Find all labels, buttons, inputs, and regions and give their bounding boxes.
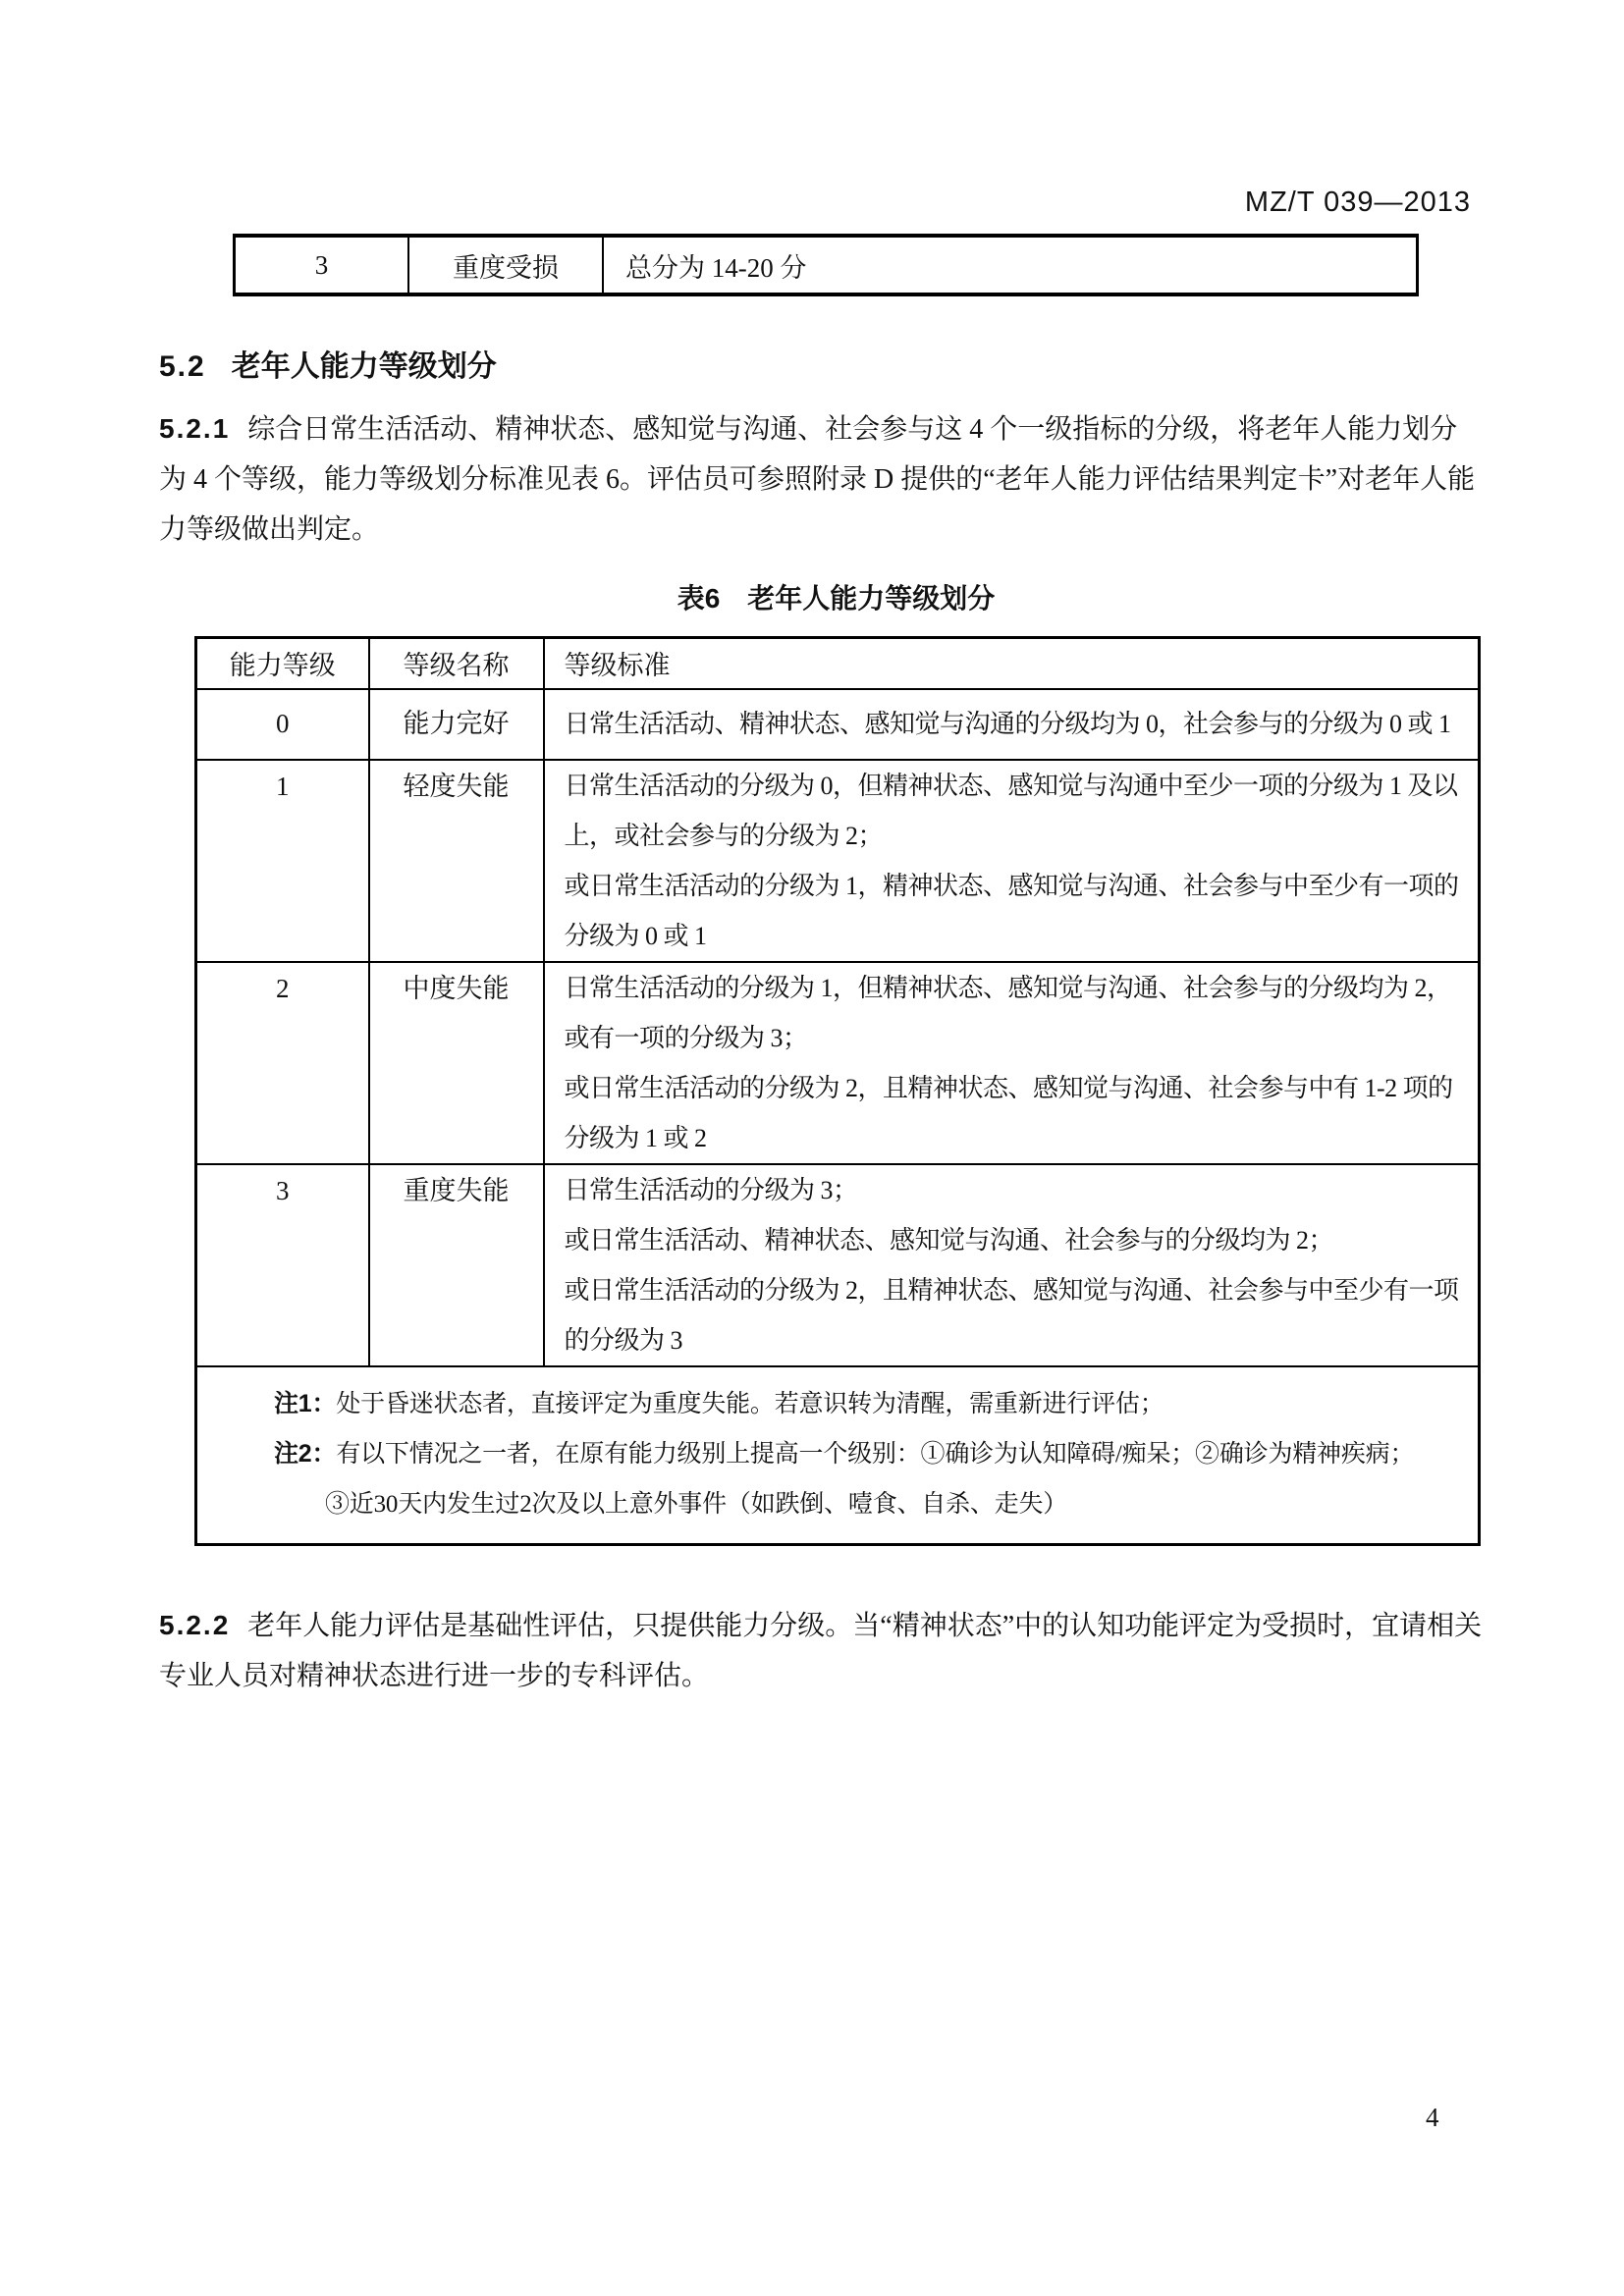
grade-name-cell: 重度失能	[369, 1164, 544, 1366]
criteria-cell	[544, 689, 1480, 760]
criteria-paragraph: 或日常生活活动的分级为 2，且精神状态、感知觉与沟通、社会参与中有 1-2 项的分级为 1 或 2	[564, 1073, 1453, 1152]
clause-5-2-2	[159, 1600, 1483, 1701]
criteria-paragraph: 或日常生活活动、精神状态、感知觉与沟通、社会参与的分级均为 2；	[564, 1225, 1334, 1255]
top-table-criteria-cell: 总分为 14-20 分	[602, 238, 1416, 293]
criteria-cell	[544, 962, 1480, 1164]
criteria-paragraph: 或日常生活活动的分级为 1，精神状态、感知觉与沟通、社会参与中至少有一项的分级为 0 或 1	[564, 871, 1459, 950]
table-row-grade-2	[196, 962, 1480, 1164]
table6-header-row	[196, 638, 1480, 689]
note-1-text: 处于昏迷状态者，直接评定为重度失能。若意识转为清醒，需重新进行评估；	[336, 1390, 1164, 1417]
note-2-continuation-text: ③近30天内发生过2次及以上意外事件（如跌倒、噎食、自杀、走失）	[325, 1490, 1068, 1518]
section-title: 老年人能力等级划分	[231, 350, 497, 383]
grade-name-cell: 轻度失能	[369, 760, 544, 962]
grade-name-cell: 中度失能	[369, 962, 544, 1164]
clause-5-2-2-text: 老年人能力评估是基础性评估，只提供能力分级。当“精神状态”中的认知功能评定为受损时，宜请相关专业人员对精神状态进行进一步的专科评估。	[159, 1611, 1483, 1691]
previous-table-last-row	[233, 234, 1419, 296]
grade-cell: 0	[196, 689, 369, 760]
note-2-label: 注2：	[274, 1439, 337, 1468]
top-table-name-cell: 重度受损	[407, 238, 602, 293]
table6-header-criteria: 等级标准	[544, 638, 1480, 689]
section-number: 5.2	[159, 350, 206, 383]
table6-header-grade: 能力等级	[196, 638, 369, 689]
clause-5-2-1-number: 5.2.1	[159, 413, 231, 444]
note-1	[274, 1379, 1462, 1429]
grade-cell: 2	[196, 962, 369, 1164]
clause-5-2-2-number: 5.2.2	[159, 1610, 231, 1640]
table-row-grade-1	[196, 760, 1480, 962]
grade-cell: 3	[196, 1164, 369, 1366]
table6-caption	[194, 577, 1478, 616]
notes-cell	[196, 1366, 1480, 1545]
criteria-cell	[544, 760, 1480, 962]
note-2	[274, 1429, 1462, 1479]
page-number: 4	[1426, 2103, 1439, 2132]
table6-header-name: 等级名称	[369, 638, 544, 689]
section-heading-5-2	[159, 342, 497, 385]
criteria-cell	[544, 1164, 1480, 1366]
table6-caption-number: 表6	[677, 583, 721, 614]
criteria-paragraph: 日常生活活动的分级为 0，但精神状态、感知觉与沟通中至少一项的分级为 1 及以上，或社会参与的分级为 2；	[564, 771, 1458, 850]
criteria-paragraph: 或日常生活活动的分级为 2，且精神状态、感知觉与沟通、社会参与中至少有一项的分级为 3	[564, 1275, 1459, 1355]
criteria-paragraph: 日常生活活动的分级为 3；	[564, 1175, 858, 1204]
table6-notes-row	[196, 1366, 1480, 1545]
top-table-grade-cell: 3	[314, 249, 329, 280]
note-2-continuation	[325, 1479, 1462, 1529]
table-row-grade-0	[196, 689, 1480, 760]
table-row-grade-3	[196, 1164, 1480, 1366]
note-1-label: 注1：	[274, 1389, 337, 1417]
capability-grade-table	[194, 636, 1481, 1546]
clause-5-2-1-text: 综合日常生活活动、精神状态、感知觉与沟通、社会参与这 4 个一级指标的分级，将老年人能力划分为 4 个等级，能力等级划分标准见表 6。评估员可参照附录 D 提供的“老年人能力评估结果判定卡”对老年人能力等级做出判定。	[159, 414, 1476, 545]
clause-5-2-1	[159, 403, 1483, 555]
criteria-paragraph: 日常生活活动、精神状态、感知觉与沟通的分级均为 0，社会参与的分级为 0 或 1	[564, 710, 1451, 738]
grade-cell: 1	[196, 760, 369, 962]
note-2-text: 有以下情况之一者，在原有能力级别上提高一个级别：①确诊为认知障碍/痴呆；②确诊为精神疾病；	[336, 1440, 1415, 1468]
criteria-paragraph: 日常生活活动的分级为 1，但精神状态、感知觉与沟通、社会参与的分级均为 2，或有一项的分级为 3；	[564, 973, 1452, 1052]
standard-reference-number: MZ/T 039—2013	[1244, 187, 1471, 218]
grade-name-cell: 能力完好	[369, 689, 544, 760]
table6-caption-title: 老年人能力等级划分	[747, 583, 996, 614]
